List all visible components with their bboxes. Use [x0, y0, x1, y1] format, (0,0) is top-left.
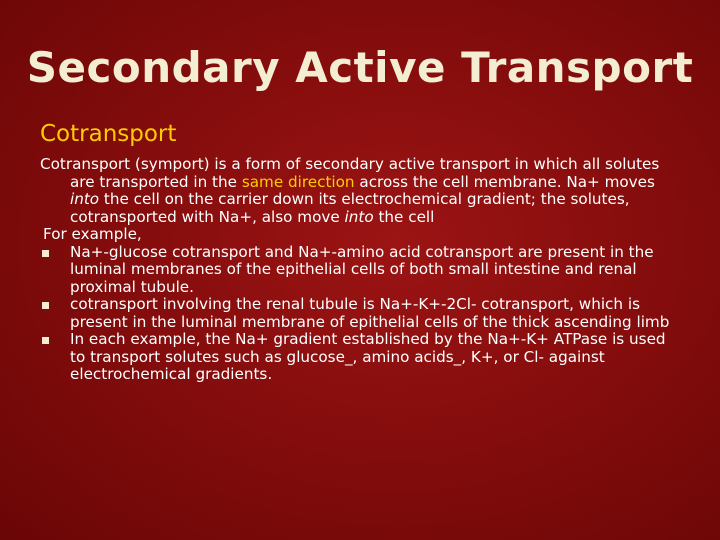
bullet-item: [40, 244, 680, 297]
bullet-square-icon: [40, 244, 70, 262]
intro-text-2: across the cell membrane. Na+ moves: [354, 172, 655, 191]
slide-body: [40, 156, 680, 384]
slide-title: Secondary Active Transport: [26, 43, 694, 92]
example-label: For example,: [43, 225, 142, 243]
intro-text-3: the cell on the carrier down its electrochemical gradient; the solutes, cotransported with Na+, also move: [70, 190, 630, 226]
bullet-square-icon: [40, 296, 70, 314]
bullet-item: [40, 296, 680, 331]
intro-text-1: Cotransport (symport) is a form of secondary active transport in which all solutes are transported in the: [40, 155, 660, 191]
intro-paragraph: [40, 156, 680, 226]
bullet-text: cotransport involving the renal tubule is Na+-K+-2Cl- cotransport, which is present in the luminal membrane of epithelial cells of the thick ascending limb: [70, 295, 670, 331]
bullet-item: [40, 331, 680, 384]
bullet-text: In each example, the Na+ gradient established by the Na+-K+ ATPase is used to transport solutes such as glucose_, amino acids_, K+, or Cl- against electrochemical gradients.: [70, 330, 666, 383]
intro-emphasis-into-2: into: [344, 207, 374, 226]
bullet-text: Na+-glucose cotransport and Na+-amino acid cotransport are present in the luminal membranes of the epithelial cells of both small intestine and renal proximal tubule.: [70, 242, 654, 296]
intro-emphasis-into-1: into: [70, 190, 100, 208]
slide-subtitle: Cotransport: [40, 121, 177, 147]
intro-text-4: the cell: [373, 207, 435, 226]
intro-highlight: same direction: [241, 172, 355, 191]
bullet-square-icon: [40, 331, 70, 349]
